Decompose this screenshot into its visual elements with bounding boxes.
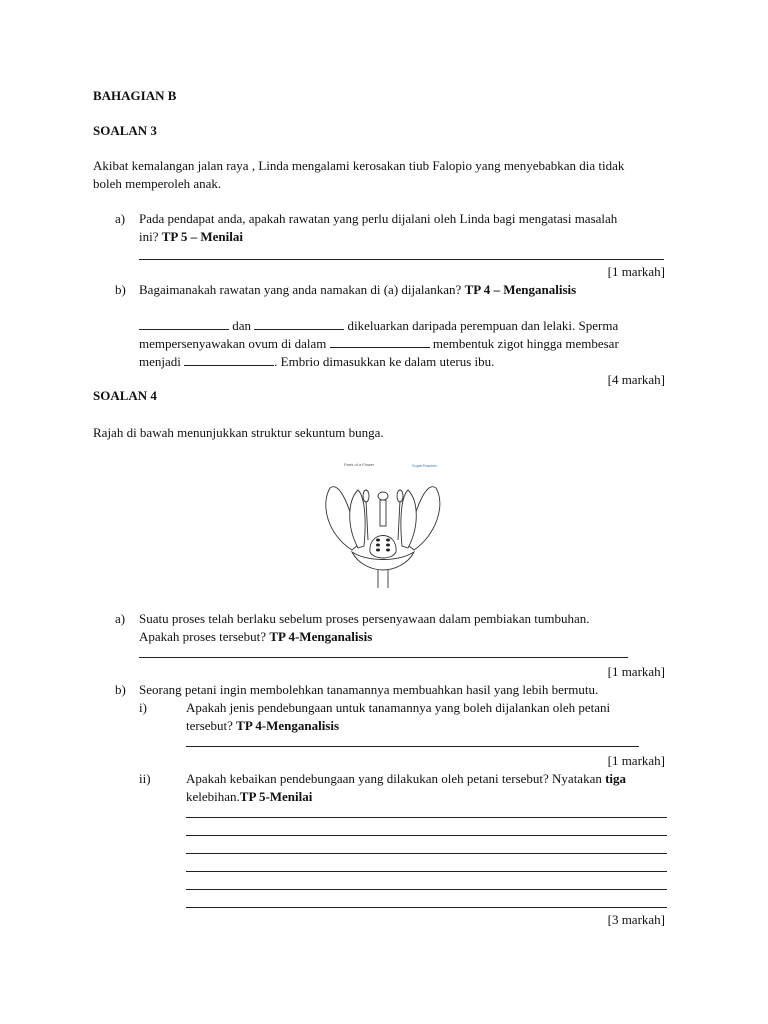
blank-4[interactable]: [184, 353, 274, 366]
q4bi-tp: TP 4-Menganalisis: [236, 718, 340, 733]
q3a-tp: TP 5 – Menilai: [161, 229, 243, 244]
q3a-text-line2: ini? TP 5 – Menilai: [139, 229, 243, 244]
q3b-tp: TP 4 – Menganalisis: [464, 282, 577, 297]
q4a-text-line2: Apakah proses tersebut? TP 4-Menganalisis: [139, 629, 373, 644]
q4a-answer-line[interactable]: [139, 657, 628, 658]
question-3-intro-line1: Akibat kemalangan jalan raya , Linda mengalami kerosakan tiub Falopio yang menyebabkan dia tidak: [93, 158, 625, 173]
q4a-marks: [1 markah]: [607, 664, 665, 679]
q4bi-text-line2: tersebut? TP 4-Menganalisis: [186, 718, 340, 733]
flower-diagram: [318, 460, 450, 594]
question-3-title: SOALAN 3: [93, 123, 157, 138]
q4bii-emphasis: tiga: [605, 771, 627, 786]
q3b-fill-line1: dan dikeluarkan daripada perempuan dan lelaki. Sperma: [139, 317, 618, 334]
flower-svg: [318, 460, 450, 594]
q4bii-text-line1: Apakah kebaikan pendebungaan yang dilakukan oleh petani tersebut? Nyatakan tiga: [186, 771, 627, 786]
q3b-fill-line3: menjadi . Embrio dimasukkan ke dalam uterus ibu.: [139, 354, 495, 369]
question-3-intro-line2: boleh memperoleh anak.: [93, 176, 222, 191]
q3b-fill-line2: mempersenyawakan ovum di dalam membentuk zigot hingga membesar: [139, 336, 619, 351]
q3a-marks: [1 markah]: [607, 264, 665, 279]
q4bi-text-line1: Apakah jenis pendebungaan untuk tanamannya yang boleh dijalankan oleh petani: [186, 700, 611, 715]
q4bii-tp: TP 5-Menilai: [239, 789, 313, 804]
q4bii-answer-line-1[interactable]: [186, 817, 667, 818]
q4bii-answer-line-3[interactable]: [186, 853, 667, 854]
q4bi-label: i): [139, 700, 147, 715]
section-heading: BAHAGIAN B: [93, 88, 177, 103]
q4bii-marks: [3 markah]: [607, 912, 665, 927]
q3a-answer-line[interactable]: [139, 259, 664, 260]
q4bii-answer-line-4[interactable]: [186, 871, 667, 872]
q4bii-text-line2: kelebihan.TP 5-Menilai: [186, 789, 313, 804]
q3a-label: a): [115, 211, 126, 226]
blank-1[interactable]: [139, 317, 229, 330]
q4bi-answer-line[interactable]: [186, 746, 639, 747]
q3b-text: Bagaimanakah rawatan yang anda namakan di (a) dijalankan? TP 4 – Menganalisis: [139, 282, 577, 297]
q4bii-answer-line-5[interactable]: [186, 889, 667, 890]
figure-caption: Parts of a Flower: [344, 462, 375, 467]
q3b-label: b): [115, 282, 126, 297]
question-4-intro: Rajah di bawah menunjukkan struktur sekuntum bunga.: [93, 425, 384, 440]
q4b-text: Seorang petani ingin membolehkan tanamannya membuahkan hasil yang lebih bermutu.: [139, 682, 599, 697]
q4b-label: b): [115, 682, 126, 697]
question-4-title: SOALAN 4: [93, 388, 157, 403]
q4bii-answer-line-6[interactable]: [186, 907, 667, 908]
q4a-label: a): [115, 611, 126, 626]
q4bii-label: ii): [139, 771, 151, 786]
q4bii-answer-line-2[interactable]: [186, 835, 667, 836]
q3b-marks: [4 markah]: [607, 372, 665, 387]
q4a-tp: TP 4-Menganalisis: [269, 629, 373, 644]
q4bi-marks: [1 markah]: [607, 753, 665, 768]
q3a-text-line1: Pada pendapat anda, apakah rawatan yang perlu dijalani oleh Linda bagi mengatasi masalah: [139, 211, 618, 226]
q4a-text-line1: Suatu proses telah berlaku sebelum proses persenyawaan dalam pembiakan tumbuhan.: [139, 611, 590, 626]
figure-logo: SuperTeacher: [412, 463, 437, 468]
blank-2[interactable]: [254, 317, 344, 330]
blank-3[interactable]: [330, 335, 430, 348]
